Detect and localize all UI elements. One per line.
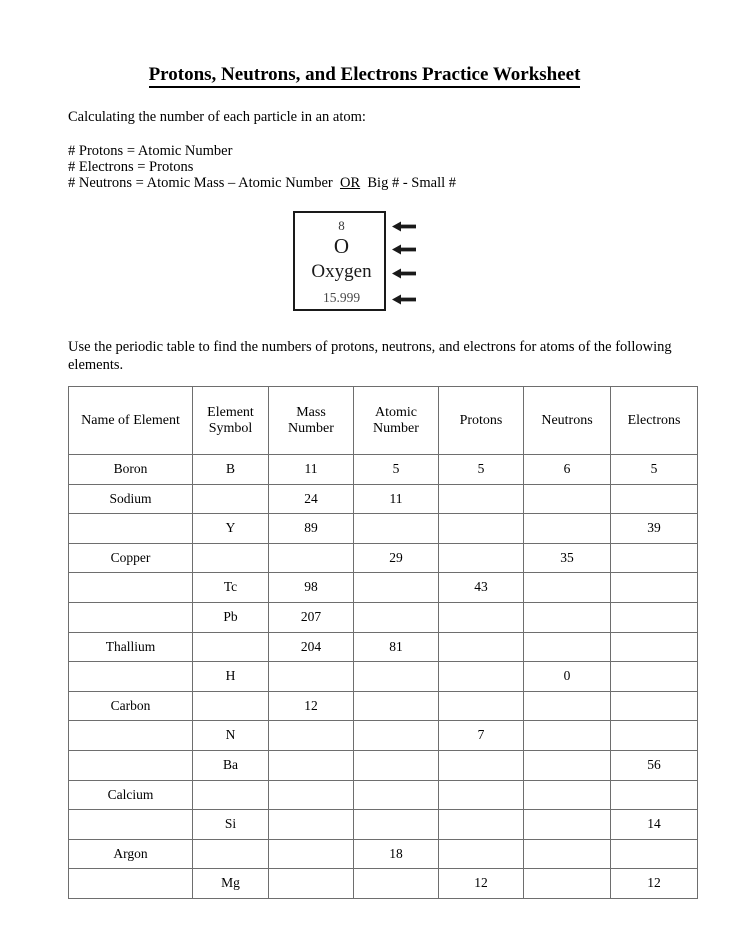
cell-protons[interactable] [439, 750, 524, 780]
table-row [69, 455, 698, 485]
cell-name-of-element[interactable]: Argon [69, 839, 193, 869]
cell-protons[interactable] [439, 691, 524, 721]
table-body [69, 455, 698, 899]
cell-protons[interactable] [439, 839, 524, 869]
cell-atomic-number[interactable] [354, 691, 439, 721]
header-line: Protons [459, 412, 503, 428]
cell-atomic-number[interactable]: 5 [354, 455, 439, 485]
cell-protons[interactable] [439, 662, 524, 692]
arrow-left-icon [392, 294, 416, 305]
cell-element-symbol[interactable] [193, 632, 269, 662]
table-row [69, 602, 698, 632]
element-tile-diagram [293, 211, 418, 315]
cell-electrons[interactable] [611, 839, 698, 869]
column-header-atomic-number [354, 387, 439, 455]
cell-mass-number[interactable]: 89 [269, 514, 354, 544]
cell-atomic-number[interactable]: 18 [354, 839, 439, 869]
cell-neutrons[interactable]: 35 [524, 543, 611, 573]
cell-mass-number[interactable]: 98 [269, 573, 354, 603]
table-row [69, 632, 698, 662]
cell-element-symbol[interactable]: B [193, 455, 269, 485]
cell-electrons[interactable] [611, 721, 698, 751]
cell-element-symbol[interactable] [193, 484, 269, 514]
cell-element-symbol[interactable]: Ba [193, 750, 269, 780]
cell-element-symbol[interactable]: H [193, 662, 269, 692]
cell-electrons[interactable] [611, 780, 698, 810]
arrow-left-icon [392, 244, 416, 255]
element-tile-name: Oxygen [311, 261, 372, 282]
table-row [69, 514, 698, 544]
cell-atomic-number[interactable] [354, 750, 439, 780]
cell-atomic-number[interactable] [354, 869, 439, 899]
cell-name-of-element[interactable] [69, 602, 193, 632]
instructions-text: Use the periodic table to find the numbers of protons, neutrons, and electrons for atoms of the following elements. [68, 339, 672, 373]
cell-electrons[interactable] [611, 632, 698, 662]
cell-neutrons[interactable] [524, 484, 611, 514]
cell-mass-number[interactable] [269, 543, 354, 573]
cell-mass-number[interactable] [269, 869, 354, 899]
cell-neutrons[interactable]: 0 [524, 662, 611, 692]
cell-element-symbol[interactable]: N [193, 721, 269, 751]
cell-atomic-number[interactable] [354, 810, 439, 840]
cell-mass-number[interactable] [269, 662, 354, 692]
cell-electrons[interactable] [611, 484, 698, 514]
cell-mass-number[interactable] [269, 839, 354, 869]
cell-neutrons[interactable] [524, 810, 611, 840]
arrow-left-icon [392, 268, 416, 279]
cell-neutrons[interactable]: 6 [524, 455, 611, 485]
formula-neutrons [68, 174, 456, 192]
cell-element-symbol[interactable]: Mg [193, 869, 269, 899]
cell-electrons[interactable]: 39 [611, 514, 698, 544]
cell-electrons[interactable]: 56 [611, 750, 698, 780]
cell-mass-number[interactable]: 24 [269, 484, 354, 514]
cell-electrons[interactable]: 14 [611, 810, 698, 840]
page-title [0, 64, 729, 86]
cell-element-symbol[interactable] [193, 691, 269, 721]
formula-neutrons-or: OR [339, 175, 361, 191]
cell-neutrons[interactable] [524, 780, 611, 810]
cell-atomic-number[interactable]: 81 [354, 632, 439, 662]
cell-name-of-element[interactable] [69, 573, 193, 603]
header-line: Name of Element [81, 412, 180, 428]
cell-name-of-element[interactable] [69, 750, 193, 780]
table-row [69, 573, 698, 603]
cell-mass-number[interactable]: 207 [269, 602, 354, 632]
cell-electrons[interactable] [611, 573, 698, 603]
cell-neutrons[interactable] [524, 839, 611, 869]
column-header-neutrons [524, 387, 611, 455]
column-header-mass-number [269, 387, 354, 455]
column-header-name-of-element [69, 387, 193, 455]
table-row [69, 780, 698, 810]
formula-neutrons-suffix: Big # - Small # [367, 175, 457, 191]
cell-electrons[interactable] [611, 602, 698, 632]
cell-element-symbol[interactable]: Pb [193, 602, 269, 632]
table-row [69, 810, 698, 840]
cell-name-of-element[interactable] [69, 869, 193, 899]
table-row [69, 662, 698, 692]
cell-neutrons[interactable] [524, 721, 611, 751]
cell-protons[interactable] [439, 602, 524, 632]
page-title-text: Protons, Neutrons, and Electrons Practice Worksheet [149, 64, 581, 88]
header-line: Symbol [208, 420, 253, 436]
formula-protons: # Protons = Atomic Number [68, 143, 233, 159]
cell-protons[interactable]: 12 [439, 869, 524, 899]
table-row [69, 839, 698, 869]
header-line: Neutrons [541, 412, 593, 428]
cell-element-symbol[interactable] [193, 543, 269, 573]
cell-atomic-number[interactable] [354, 721, 439, 751]
cell-electrons[interactable]: 5 [611, 455, 698, 485]
formula-electrons: # Electrons = Protons [68, 159, 194, 175]
cell-atomic-number[interactable] [354, 514, 439, 544]
cell-name-of-element[interactable]: Boron [69, 455, 193, 485]
cell-mass-number[interactable] [269, 721, 354, 751]
element-tile-symbol: O [333, 234, 350, 258]
cell-neutrons[interactable] [524, 869, 611, 899]
intro-text: Calculating the number of each particle in an atom: [68, 109, 366, 125]
arrow-left-icon [392, 221, 416, 232]
element-tile-box [293, 211, 386, 311]
table-header [69, 387, 698, 455]
cell-electrons[interactable] [611, 691, 698, 721]
table-row [69, 484, 698, 514]
cell-mass-number[interactable]: 204 [269, 632, 354, 662]
cell-mass-number[interactable] [269, 780, 354, 810]
cell-atomic-number[interactable] [354, 662, 439, 692]
header-line: Number [288, 420, 334, 436]
cell-element-symbol[interactable] [193, 780, 269, 810]
column-header-electrons [611, 387, 698, 455]
cell-name-of-element[interactable]: Thallium [69, 632, 193, 662]
cell-name-of-element[interactable] [69, 721, 193, 751]
table-row [69, 750, 698, 780]
cell-neutrons[interactable] [524, 573, 611, 603]
cell-mass-number[interactable] [269, 810, 354, 840]
cell-electrons[interactable]: 12 [611, 869, 698, 899]
cell-electrons[interactable] [611, 662, 698, 692]
cell-element-symbol[interactable]: Y [193, 514, 269, 544]
cell-atomic-number[interactable]: 29 [354, 543, 439, 573]
cell-neutrons[interactable] [524, 514, 611, 544]
cell-atomic-number[interactable] [354, 573, 439, 603]
cell-mass-number[interactable] [269, 750, 354, 780]
header-line: Electrons [627, 412, 681, 428]
cell-name-of-element[interactable] [69, 662, 193, 692]
cell-element-symbol[interactable]: Tc [193, 573, 269, 603]
table-row [69, 691, 698, 721]
cell-name-of-element[interactable]: Sodium [69, 484, 193, 514]
cell-protons[interactable] [439, 810, 524, 840]
cell-neutrons[interactable] [524, 691, 611, 721]
cell-protons[interactable] [439, 632, 524, 662]
table-row [69, 869, 698, 899]
cell-name-of-element[interactable]: Copper [69, 543, 193, 573]
cell-name-of-element[interactable]: Carbon [69, 691, 193, 721]
elements-worksheet-table [68, 386, 698, 899]
cell-protons[interactable]: 7 [439, 721, 524, 751]
header-line: Atomic [375, 404, 417, 420]
element-tile-atomic-number: 8 [338, 218, 345, 233]
cell-atomic-number[interactable]: 11 [354, 484, 439, 514]
cell-mass-number[interactable]: 11 [269, 455, 354, 485]
cell-electrons[interactable] [611, 543, 698, 573]
column-header-element-symbol [193, 387, 269, 455]
cell-protons[interactable]: 43 [439, 573, 524, 603]
cell-protons[interactable] [439, 514, 524, 544]
cell-neutrons[interactable] [524, 750, 611, 780]
cell-element-symbol[interactable]: Si [193, 810, 269, 840]
cell-protons[interactable] [439, 780, 524, 810]
cell-atomic-number[interactable] [354, 602, 439, 632]
table-row [69, 543, 698, 573]
cell-element-symbol[interactable] [193, 839, 269, 869]
table-row [69, 721, 698, 751]
cell-name-of-element[interactable] [69, 810, 193, 840]
cell-neutrons[interactable] [524, 602, 611, 632]
cell-atomic-number[interactable] [354, 780, 439, 810]
header-line: Mass [296, 404, 326, 420]
cell-protons[interactable]: 5 [439, 455, 524, 485]
cell-protons[interactable] [439, 543, 524, 573]
formula-neutrons-prefix: # Neutrons = Atomic Mass – Atomic Number [68, 175, 333, 191]
cell-name-of-element[interactable] [69, 514, 193, 544]
cell-mass-number[interactable]: 12 [269, 691, 354, 721]
element-tile-atomic-mass: 15.999 [322, 290, 361, 305]
cell-protons[interactable] [439, 484, 524, 514]
table-header-row [69, 387, 698, 455]
header-line: Element [207, 404, 254, 420]
column-header-protons [439, 387, 524, 455]
cell-neutrons[interactable] [524, 632, 611, 662]
cell-name-of-element[interactable]: Calcium [69, 780, 193, 810]
header-line: Number [373, 420, 419, 436]
